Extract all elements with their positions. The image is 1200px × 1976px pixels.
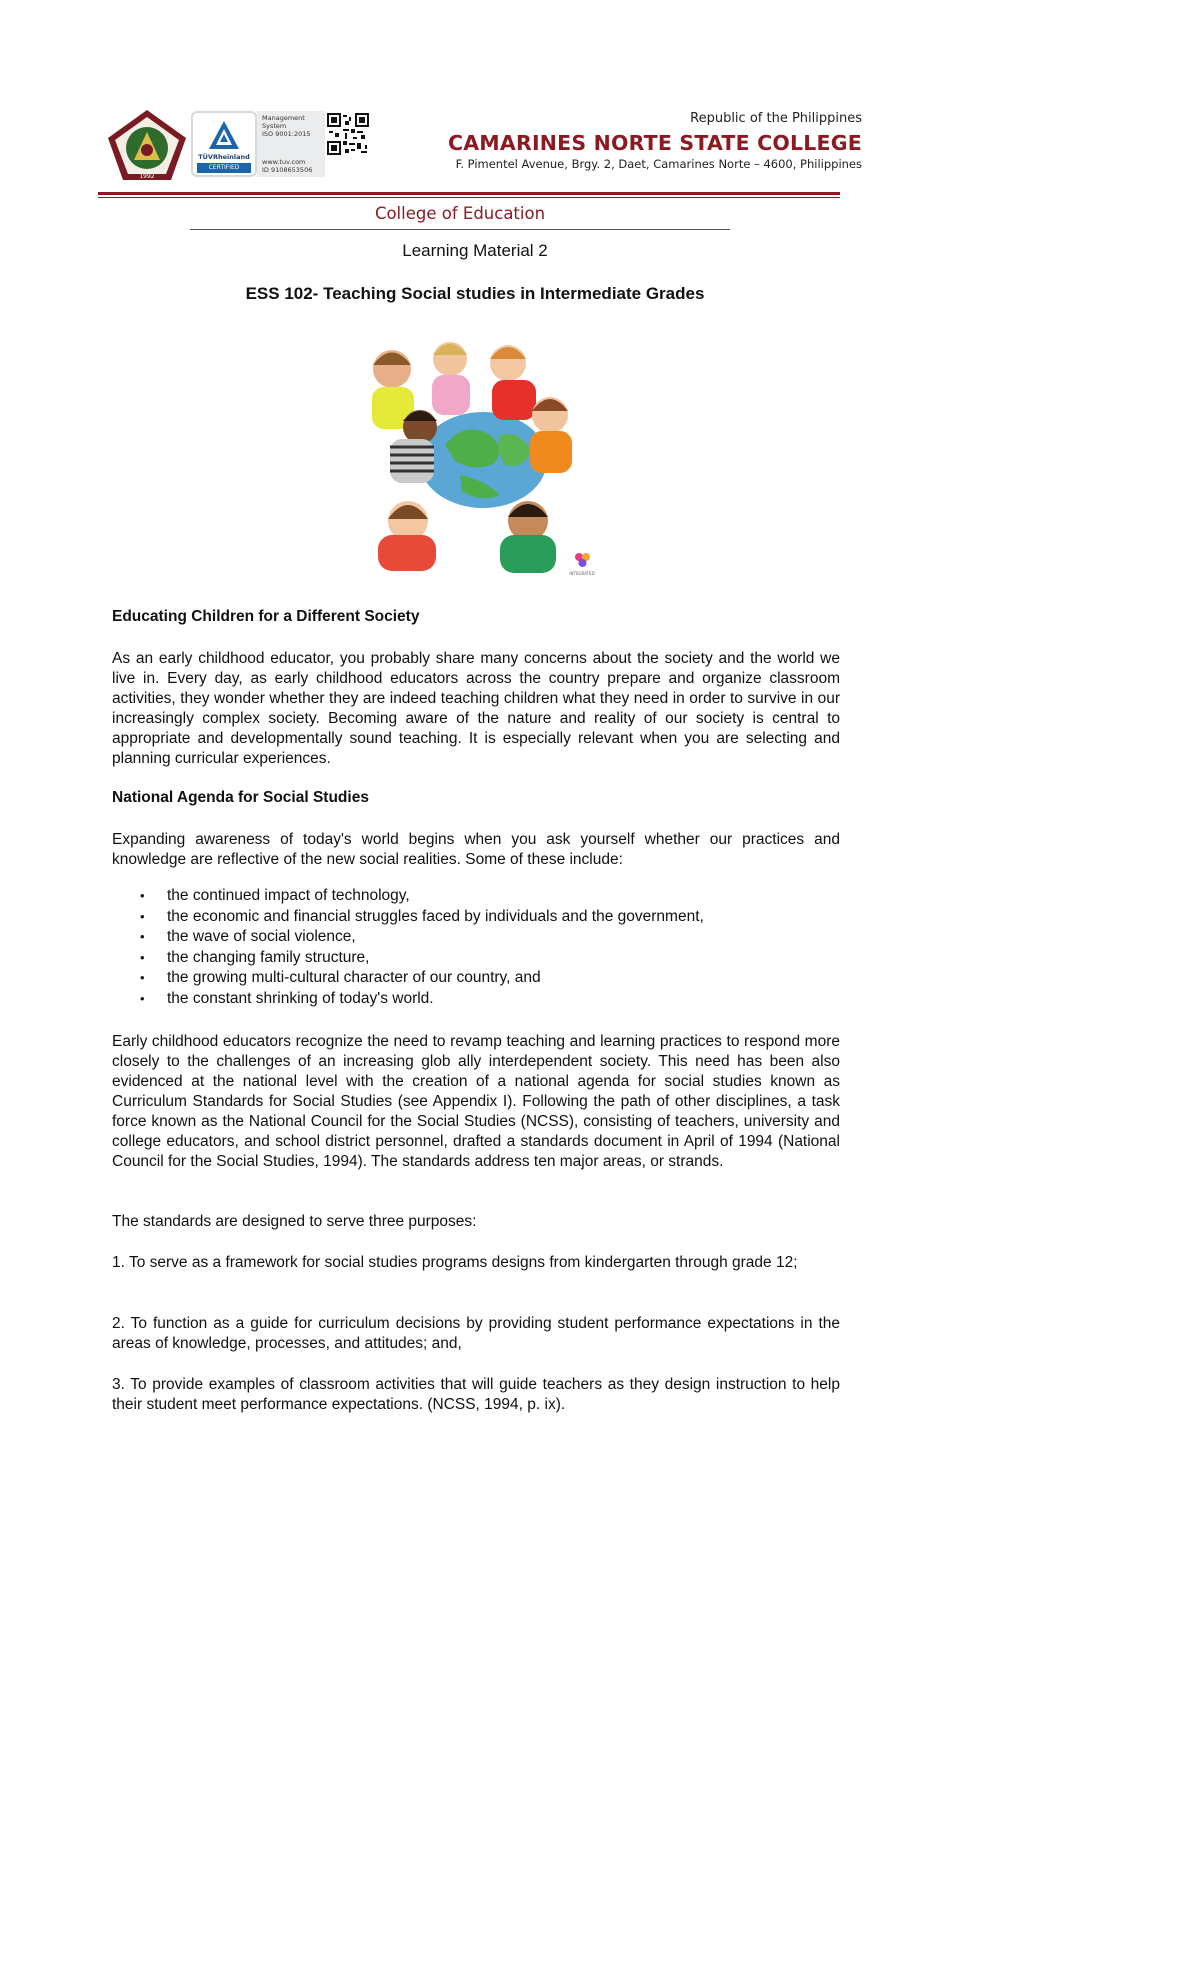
cert-line-1: Management xyxy=(262,114,305,122)
tuv-certification-badge xyxy=(191,111,257,177)
college-name: CAMARINES NORTE STATE COLLEGE xyxy=(447,131,862,155)
child-figure xyxy=(378,501,436,571)
tuv-brand: TÜVRheinland xyxy=(198,153,250,161)
social-realities-list xyxy=(112,886,840,1010)
college-seal-logo xyxy=(106,108,188,182)
child-figure xyxy=(432,342,470,415)
republic-label: Republic of the Philippines xyxy=(690,111,862,126)
paragraph-purposes-intro: The standards are designed to serve three purposes: xyxy=(112,1213,477,1230)
list-item: • the wave of social violence, xyxy=(112,927,840,948)
cert-id: ID 9108653506 xyxy=(262,166,313,174)
college-address: F. Pimentel Avenue, Brgy. 2, Daet, Camarines Norte – 4600, Philippines xyxy=(455,157,862,171)
list-item: • the changing family structure, xyxy=(112,948,840,969)
list-item: • the economic and financial struggles faced by individuals and the government, xyxy=(112,907,840,928)
header-divider-thin xyxy=(98,197,840,198)
purpose-item-1: 1. To serve as a framework for social studies programs designs from kindergarten through grade 12; xyxy=(112,1254,798,1271)
svg-text:INTEGRATED: INTEGRATED xyxy=(569,571,595,576)
cert-line-2: System xyxy=(262,122,287,130)
integrated-logo xyxy=(569,553,594,576)
paragraph-educating-children: As an early childhood educator, you probably share many concerns about the society and the world we live in. Every day, as early childhood educators across the country prepare and organize classroom activities, they wonder whether they are indeed teaching children what they need in order to survive in our increasingly complex society. Becoming aware of the nature and reality of our society is central to appropriate and developmentally sound teaching. It is especially relevant when you are selecting and planning curricular experiences. xyxy=(112,650,840,767)
list-item: • the growing multi-cultural character of our country, and xyxy=(112,968,840,989)
qr-code-icon xyxy=(327,113,369,155)
college-unit-underline xyxy=(190,229,730,230)
child-figure xyxy=(490,345,536,420)
list-item: • the continued impact of technology, xyxy=(112,886,840,907)
cert-iso: ISO 9001:2015 xyxy=(262,130,311,138)
section-heading-national-agenda: National Agenda for Social Studies xyxy=(112,789,369,806)
paragraph-national-agenda-intro: Expanding awareness of today's world begins when you ask yourself whether our practices and knowledge are reflective of the new social realities. Some of these include: xyxy=(112,831,840,868)
svg-text:1992: 1992 xyxy=(139,173,155,180)
children-around-globe-image xyxy=(350,335,615,585)
header-divider xyxy=(98,192,840,195)
list-item: • the constant shrinking of today's world. xyxy=(112,989,840,1010)
material-title: Learning Material 2 xyxy=(402,241,548,260)
certification-details xyxy=(257,111,325,177)
child-figure xyxy=(530,397,572,473)
course-title: ESS 102- Teaching Social studies in Intermediate Grades xyxy=(245,284,705,303)
section-heading-educating-children: Educating Children for a Different Society xyxy=(112,608,420,625)
tuv-certified-label: CERTIFIED xyxy=(197,163,251,173)
tuv-triangle-icon xyxy=(207,119,241,153)
child-figure xyxy=(500,501,556,573)
paragraph-ncss-standards: Early childhood educators recognize the need to revamp teaching and learning practices to respond more closely to the challenges of an increasing glob ally interdependent society. This need has been also evidenced at the national level with the creation of a national agenda for social studies known as Curriculum Standards for Social Studies (see Appendix I). Following the path of other disciplines, a task force known as the National Council for the Social Studies (NCSS), consisting of teachers, university and college educators, and school district personnel, drafted a standards document in April of 1994 (National Council for the Social Studies, 1994). The standards address ten major areas, or strands. xyxy=(112,1033,840,1170)
cert-site: www.tuv.com xyxy=(262,158,306,166)
purpose-item-2: 2. To function as a guide for curriculum decisions by providing student performance expectations in the areas of knowledge, processes, and attitudes; and, xyxy=(112,1315,840,1352)
college-unit-title: College of Education xyxy=(374,204,546,223)
purpose-item-3: 3. To provide examples of classroom activities that will guide teachers as they design instruction to help their student meet performance expectations. (NCSS, 1994, p. ix). xyxy=(112,1376,840,1413)
